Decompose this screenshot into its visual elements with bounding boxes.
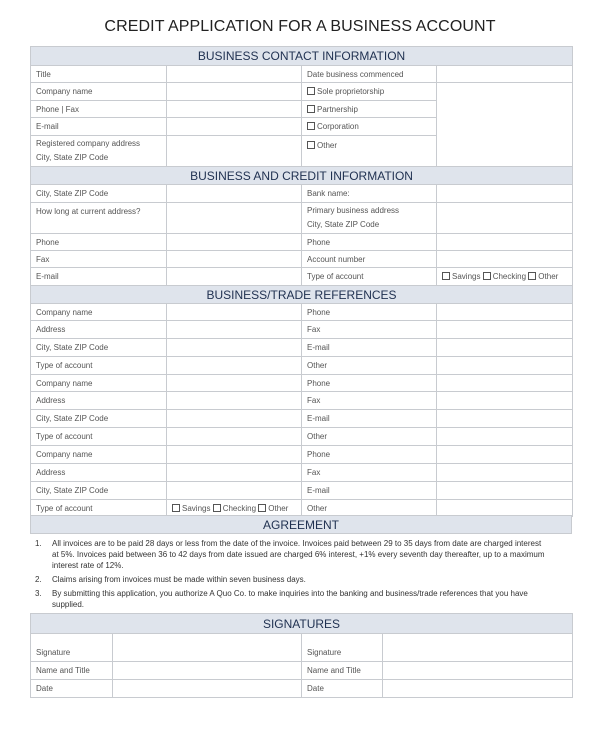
- company-name-label: Company name: [31, 83, 167, 101]
- company-name-field[interactable]: [167, 83, 302, 101]
- partnership-option[interactable]: Partnership: [302, 101, 437, 118]
- title-label: Title: [31, 66, 167, 83]
- ref3-other-label: Other: [302, 500, 437, 517]
- fax-field[interactable]: [167, 251, 302, 268]
- business-type-field[interactable]: [437, 83, 573, 167]
- account-number-field[interactable]: [437, 251, 573, 268]
- ref1-type-label: Type of account: [31, 357, 167, 375]
- ref2-type-label: Type of account: [31, 428, 167, 446]
- fax-label: Fax: [31, 251, 167, 268]
- other-option[interactable]: Other: [302, 136, 437, 167]
- corporation-option[interactable]: Corporation: [302, 118, 437, 136]
- account-number-label: Account number: [302, 251, 437, 268]
- section-header-signatures: SIGNATURES: [31, 614, 573, 634]
- ref2-other-label: Other: [302, 428, 437, 446]
- registered-address-field[interactable]: [167, 136, 302, 167]
- type-of-account-label: Type of account: [302, 268, 437, 286]
- business-contact-table: [30, 46, 573, 167]
- ref1-phone-field[interactable]: [437, 304, 573, 321]
- ref2-address-field[interactable]: [167, 392, 302, 410]
- ref1-city-field[interactable]: [167, 339, 302, 357]
- city-state-zip-label: City, State ZIP Code: [31, 185, 167, 203]
- ref2-type-field[interactable]: [167, 428, 302, 446]
- ref3-address-field[interactable]: [167, 464, 302, 482]
- ref3-phone-label: Phone: [302, 446, 437, 464]
- bank-name-label: Bank name:: [302, 185, 437, 203]
- checkbox-icon[interactable]: [307, 87, 315, 95]
- ref2-company-name-label: Company name: [31, 375, 167, 392]
- email-field[interactable]: [167, 268, 302, 286]
- ref1-email-field[interactable]: [437, 339, 573, 357]
- checkbox-icon[interactable]: [307, 122, 315, 130]
- ref3-phone-field[interactable]: [437, 446, 573, 464]
- checkbox-icon[interactable]: [258, 504, 266, 512]
- section-header-trade-references: BUSINESS/TRADE REFERENCES: [31, 286, 573, 304]
- signature-field[interactable]: [113, 634, 302, 662]
- sole-proprietorship-option[interactable]: Sole proprietorship: [302, 83, 437, 101]
- name-title-field-2[interactable]: [383, 662, 573, 680]
- checkbox-icon[interactable]: [528, 272, 536, 280]
- signatures-table: [30, 613, 573, 698]
- section-header-business-credit: BUSINESS AND CREDIT INFORMATION: [31, 167, 573, 185]
- ref2-phone-label: Phone: [302, 375, 437, 392]
- primary-bank-address-label: Primary business address City, State ZIP Code: [302, 203, 437, 234]
- date-field[interactable]: [113, 680, 302, 698]
- ref1-city-label: City, State ZIP Code: [31, 339, 167, 357]
- ref1-type-field[interactable]: [167, 357, 302, 375]
- agreement-item-2: 2. Claims arising from invoices must be made within seven business days.: [35, 575, 306, 584]
- ref1-address-field[interactable]: [167, 321, 302, 339]
- registered-address-label: Registered company address City, State ZIP Code: [31, 136, 167, 167]
- checkbox-icon[interactable]: [307, 141, 315, 149]
- ref1-company-name-field[interactable]: [167, 304, 302, 321]
- ref3-address-label: Address: [31, 464, 167, 482]
- how-long-label: How long at current address?: [31, 203, 167, 234]
- phone-label: Phone: [31, 234, 167, 251]
- bank-phone-field[interactable]: [437, 234, 573, 251]
- date-field-2[interactable]: [383, 680, 573, 698]
- name-title-label: Name and Title: [31, 662, 113, 680]
- signature-field-2[interactable]: [383, 634, 573, 662]
- ref1-address-label: Address: [31, 321, 167, 339]
- ref3-type-label: Type of account: [31, 500, 167, 517]
- phone-field[interactable]: [167, 234, 302, 251]
- ref2-city-field[interactable]: [167, 410, 302, 428]
- ref2-email-label: E-mail: [302, 410, 437, 428]
- phone-fax-field[interactable]: [167, 101, 302, 118]
- bank-name-field[interactable]: [437, 185, 573, 203]
- phone-fax-label: Phone | Fax: [31, 101, 167, 118]
- email-label: E-mail: [31, 118, 167, 136]
- checkbox-icon[interactable]: [442, 272, 450, 280]
- business-credit-table: [30, 166, 573, 286]
- section-header-business-contact: BUSINESS CONTACT INFORMATION: [31, 47, 573, 66]
- checkbox-icon[interactable]: [172, 504, 180, 512]
- ref1-email-label: E-mail: [302, 339, 437, 357]
- ref1-fax-field[interactable]: [437, 321, 573, 339]
- checkbox-icon[interactable]: [483, 272, 491, 280]
- ref3-email-field[interactable]: [437, 482, 573, 500]
- title-field[interactable]: [167, 66, 302, 83]
- city-state-zip-field[interactable]: [167, 185, 302, 203]
- how-long-field[interactable]: [167, 203, 302, 234]
- ref3-fax-field[interactable]: [437, 464, 573, 482]
- agreement-table: [30, 515, 572, 534]
- name-title-field[interactable]: [113, 662, 302, 680]
- agreement-item-1: 1. All invoices are to be paid 28 days or less from the date of the invoice. Invoices paid between 29 to 35 days from date are charged interest at 5%. Invoices paid between 36 to 42 days from date issued are charged 6% interest, +1% every seventh day thereafter, up to a maximum interest rate of 12%.: [35, 539, 545, 570]
- ref3-other-field[interactable]: [437, 500, 573, 517]
- agreement-item-3: 3. By submitting this application, you authorize A Quo Co. to make inquiries into the banking and business/trade references that you have supplied.: [35, 589, 528, 609]
- email-label: E-mail: [31, 268, 167, 286]
- name-title-label-2: Name and Title: [302, 662, 383, 680]
- ref1-other-label: Other: [302, 357, 437, 375]
- date-commenced-label: Date business commenced: [302, 66, 437, 83]
- document-title: CREDIT APPLICATION FOR A BUSINESS ACCOUNT: [104, 18, 496, 35]
- ref2-address-label: Address: [31, 392, 167, 410]
- ref2-fax-field[interactable]: [437, 392, 573, 410]
- agreement-terms: [30, 538, 562, 613]
- ref2-other-field[interactable]: [437, 428, 573, 446]
- ref2-city-label: City, State ZIP Code: [31, 410, 167, 428]
- bank-phone-label: Phone: [302, 234, 437, 251]
- ref2-email-field[interactable]: [437, 410, 573, 428]
- ref1-other-field[interactable]: [437, 357, 573, 375]
- date-label: Date: [31, 680, 113, 698]
- ref3-account-type-options: Savings Checking Other: [167, 500, 302, 517]
- checkbox-icon[interactable]: [213, 504, 221, 512]
- ref3-company-name-label: Company name: [31, 446, 167, 464]
- ref2-company-name-field[interactable]: [167, 375, 302, 392]
- primary-bank-address-field[interactable]: [437, 203, 573, 234]
- ref2-phone-field[interactable]: [437, 375, 573, 392]
- ref3-city-label: City, State ZIP Code: [31, 482, 167, 500]
- ref2-fax-label: Fax: [302, 392, 437, 410]
- ref3-city-field[interactable]: [167, 482, 302, 500]
- ref3-company-name-field[interactable]: [167, 446, 302, 464]
- ref1-fax-label: Fax: [302, 321, 437, 339]
- ref1-phone-label: Phone: [302, 304, 437, 321]
- ref1-company-name-label: Company name: [31, 304, 167, 321]
- account-type-options: Savings Checking Other: [437, 268, 573, 286]
- date-commenced-field[interactable]: [437, 66, 573, 83]
- signature-label-2: Signature: [302, 634, 383, 662]
- email-field[interactable]: [167, 118, 302, 136]
- signature-label: Signature: [31, 634, 113, 662]
- trade-references-table: [30, 285, 573, 517]
- checkbox-icon[interactable]: [307, 105, 315, 113]
- ref3-email-label: E-mail: [302, 482, 437, 500]
- ref3-fax-label: Fax: [302, 464, 437, 482]
- date-label-2: Date: [302, 680, 383, 698]
- section-header-agreement: AGREEMENT: [31, 516, 572, 534]
